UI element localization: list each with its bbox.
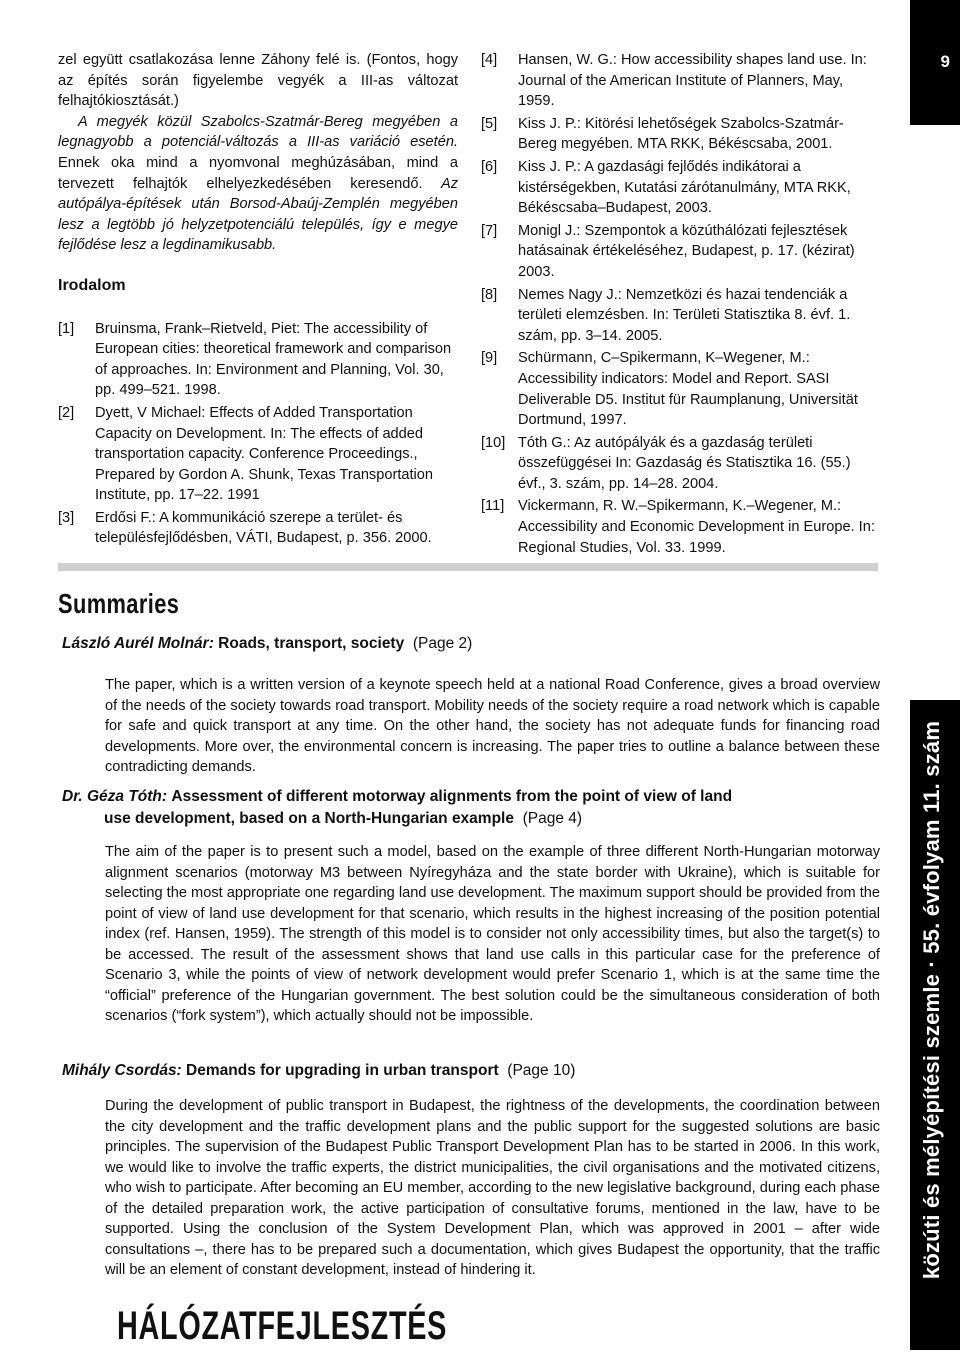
reference-number: [7] bbox=[481, 222, 498, 239]
reference-number: [11] bbox=[481, 498, 505, 515]
reference-text: Kiss J. P.: Kitörési lehetőségek Szabolcs-Szatmár-Bereg megyében. MTA RKK, Békéscsaba, 2001. bbox=[518, 115, 844, 153]
reference-number: [2] bbox=[58, 404, 75, 421]
summary-item bbox=[62, 786, 882, 1027]
summary-title: Assessment of different motorway alignments from the point of view of land bbox=[171, 788, 733, 805]
reference-item bbox=[481, 496, 881, 558]
reference-number: [6] bbox=[481, 158, 498, 175]
paragraph-2-normal: Ennek oka mind a nyomvonal meghúzásában, mind a tervezett felhajtók elhelyezkedésében keresendő. bbox=[58, 154, 458, 192]
journal-side-text bbox=[915, 700, 949, 1300]
reference-item bbox=[481, 157, 881, 219]
reference-text: Vickermann, R. W.–Spikermann, K.–Wegener, M.: Accessibility and Economic Development in Europe. In: Regional Studies, Vol. 33. 1999. bbox=[518, 498, 875, 556]
reference-text: Schürmann, C–Spikermann, K–Wegener, M.: Accessibility indicators: Model and Report. SASI Deliverable D5. Institut für Raumplanung, Universität Dortmund, 1997. bbox=[518, 350, 858, 429]
summary-item bbox=[62, 633, 882, 778]
reference-number: [5] bbox=[481, 115, 498, 132]
page-number: 9 bbox=[940, 52, 950, 71]
reference-text: Dyett, V Michael: Effects of Added Transportation Capacity on Development. In: The effects of added transportation capacity. Conference Proceedings., Prepared by Gordon A. Shunk, Texas Transportation Institute, pp. 17–22. 1991 bbox=[95, 404, 434, 504]
reference-text: Monigl J.: Szempontok a közúthálózati fejlesztések hatásainak értékeléséhez, Budapest, p. 17. (kézirat) 2003. bbox=[518, 222, 855, 280]
reference-number: [8] bbox=[481, 286, 498, 303]
reference-number: [4] bbox=[481, 52, 498, 68]
reference-text: Erdősi F.: A kommunikáció szerepe a terület- és településfejlődésben, VÁTI, Budapest, p. 356. 2000. bbox=[95, 509, 432, 547]
paragraph-2-italic-b: Az autópálya-építések után Borsod-Abaúj-Zemplén megyében lesz a legtöbb jó helyzetpotenciálú település, így e megye fejlődése lesz a legdinamikusabb. bbox=[58, 175, 458, 254]
summary-heading bbox=[62, 1060, 882, 1082]
journal-name: közúti és mélyépítési szemle · 55. évfolyam 11. szám bbox=[919, 720, 944, 1280]
reference-item bbox=[481, 348, 881, 430]
summary-author: Mihály Csordás: bbox=[62, 1062, 182, 1079]
reference-text: Kiss J. P.: A gazdasági fejlődés indikátorai a kistérségekben, Kutatási zárótanulmány, MTA RKK, Békéscsaba–Budapest, 2003. bbox=[518, 158, 851, 217]
summary-author: László Aurél Molnár: bbox=[62, 635, 214, 652]
summary-title: Roads, transport, society bbox=[218, 635, 405, 652]
reference-number: [10] bbox=[481, 434, 506, 451]
reference-item bbox=[481, 114, 881, 155]
section-footer-title: HÁLÓZATFEJLESZTÉS bbox=[117, 1304, 448, 1348]
summaries-title: Summaries bbox=[58, 588, 180, 619]
reference-number: [1] bbox=[58, 320, 75, 337]
paragraph-2 bbox=[58, 112, 458, 256]
reference-number: [9] bbox=[481, 350, 498, 367]
reference-item bbox=[481, 285, 881, 347]
reference-text: Hansen, W. G.: How accessibility shapes land use. In: Journal of the American Institute of Planners, May, 1959. bbox=[518, 52, 867, 110]
reference-text: Nemes Nagy J.: Nemzetközi és hazai tendenciák a területi elemzésben. In: Területi Statisztika 8. évf. 1. szám, pp. 3–14. 2005. bbox=[518, 286, 851, 344]
summary-title: Demands for upgrading in urban transport bbox=[186, 1062, 499, 1079]
reference-item bbox=[481, 433, 881, 495]
section-divider bbox=[58, 563, 878, 571]
summary-page: (Page 4) bbox=[522, 810, 583, 827]
reference-item bbox=[481, 221, 881, 283]
reference-text: Tóth G.: Az autópályák és a gazdaság területi összefüggései In: Gazdaság és Statisztika 16. (55.) évf., 3. szám, pp. 14–28. 2004. bbox=[518, 434, 851, 492]
summary-page: (Page 10) bbox=[507, 1062, 576, 1079]
reference-text: Bruinsma, Frank–Rietveld, Piet: The accessibility of European cities: theoretical framework and comparison of approaches. In: Environment and Planning, Vol. 30, pp. 499–521. 1998. bbox=[95, 320, 452, 399]
summary-author: Dr. Géza Tóth: bbox=[62, 788, 168, 805]
references-heading: Irodalom bbox=[58, 276, 126, 294]
right-column bbox=[481, 50, 881, 560]
page-number-tab bbox=[910, 0, 960, 125]
reference-item bbox=[58, 508, 458, 549]
paragraph-2-italic-a: A megyék közül Szabolcs-Szatmár-Bereg megyében a legnagyobb a potenciál-változás a III-as variáció esetén. bbox=[58, 113, 458, 151]
summary-body: The aim of the paper is to present such a model, based on the example of three different North-Hungarian motorway alignment scenarios (motorway M3 between Nyíregyháza and the state border with Ukraine), which is suitable for selecting the most appropriate one regarding land use development. The maximum support should be provided from the point of view of land use development for that scenario, which results in the highest increasing of the position potential index (ref. Hansen, 1959). The strength of this model is to consider not only accessibility times, but also the target(s) to be accessed. The result of the assessment shows that land use calls in this particular case for the preference of Scenario 3, while the points of view of network development would prefer Scenario 1, which is at the same time the “official” preference of the Hungarian government. The best solution could be the simultaneous consideration of both scenarios (“fork system”), which actually should not be impossible. bbox=[105, 844, 880, 1024]
summary-page: (Page 2) bbox=[412, 635, 473, 652]
summary-title-continuation: use development, based on a North-Hungarian example bbox=[104, 810, 514, 827]
paragraph-1: zel együtt csatlakozása lenne Záhony felé is. (Fontos, hogy az építés során figyelembe vegyék a III-as változat felhajtókiosztását.) bbox=[58, 52, 458, 110]
summary-body: The paper, which is a written version of a keynote speech held at a national Road Conference, gives a broad overview of the needs of the society towards road transport. Mobility needs of the society require a road network which is capable for safe and quick transport at any time. On the other hand, the society has not adequate funds for financing road developments. More over, the environmental concern is increasing. The paper tries to outline a balance between these contradicting demands. bbox=[105, 677, 880, 775]
summary-heading bbox=[62, 633, 882, 655]
summary-heading bbox=[62, 786, 882, 830]
reference-number: [3] bbox=[58, 509, 75, 526]
reference-item bbox=[58, 319, 458, 401]
reference-item bbox=[58, 403, 458, 506]
summary-item bbox=[62, 1060, 882, 1281]
left-column bbox=[58, 50, 458, 551]
reference-item bbox=[481, 50, 881, 112]
summary-body: During the development of public transport in Budapest, the rightness of the developments, the coordination between the city development and the traffic development plans and the public support for the suggested solutions are basic principles. The supervision of the Budapest Public Transport Development Plan has to be started in 2006. In this work, we would like to involve the traffic experts, the district municipalities, the civil organisations and the motivated citizens, who wish to participate. After becoming an EU member, according to the new legislative background, during each phase of the detailed preparation work, the active participation of consultative forums, mentioned in the law, have to be supported. Using the conclusion of the System Development Plan, which was approved in 2001 – after wide consultations –, there has to be prepared such a documentation, which gives Budapest the opportunity, that the traffic will be an element of constant development, instead of hindering it. bbox=[105, 1098, 880, 1278]
